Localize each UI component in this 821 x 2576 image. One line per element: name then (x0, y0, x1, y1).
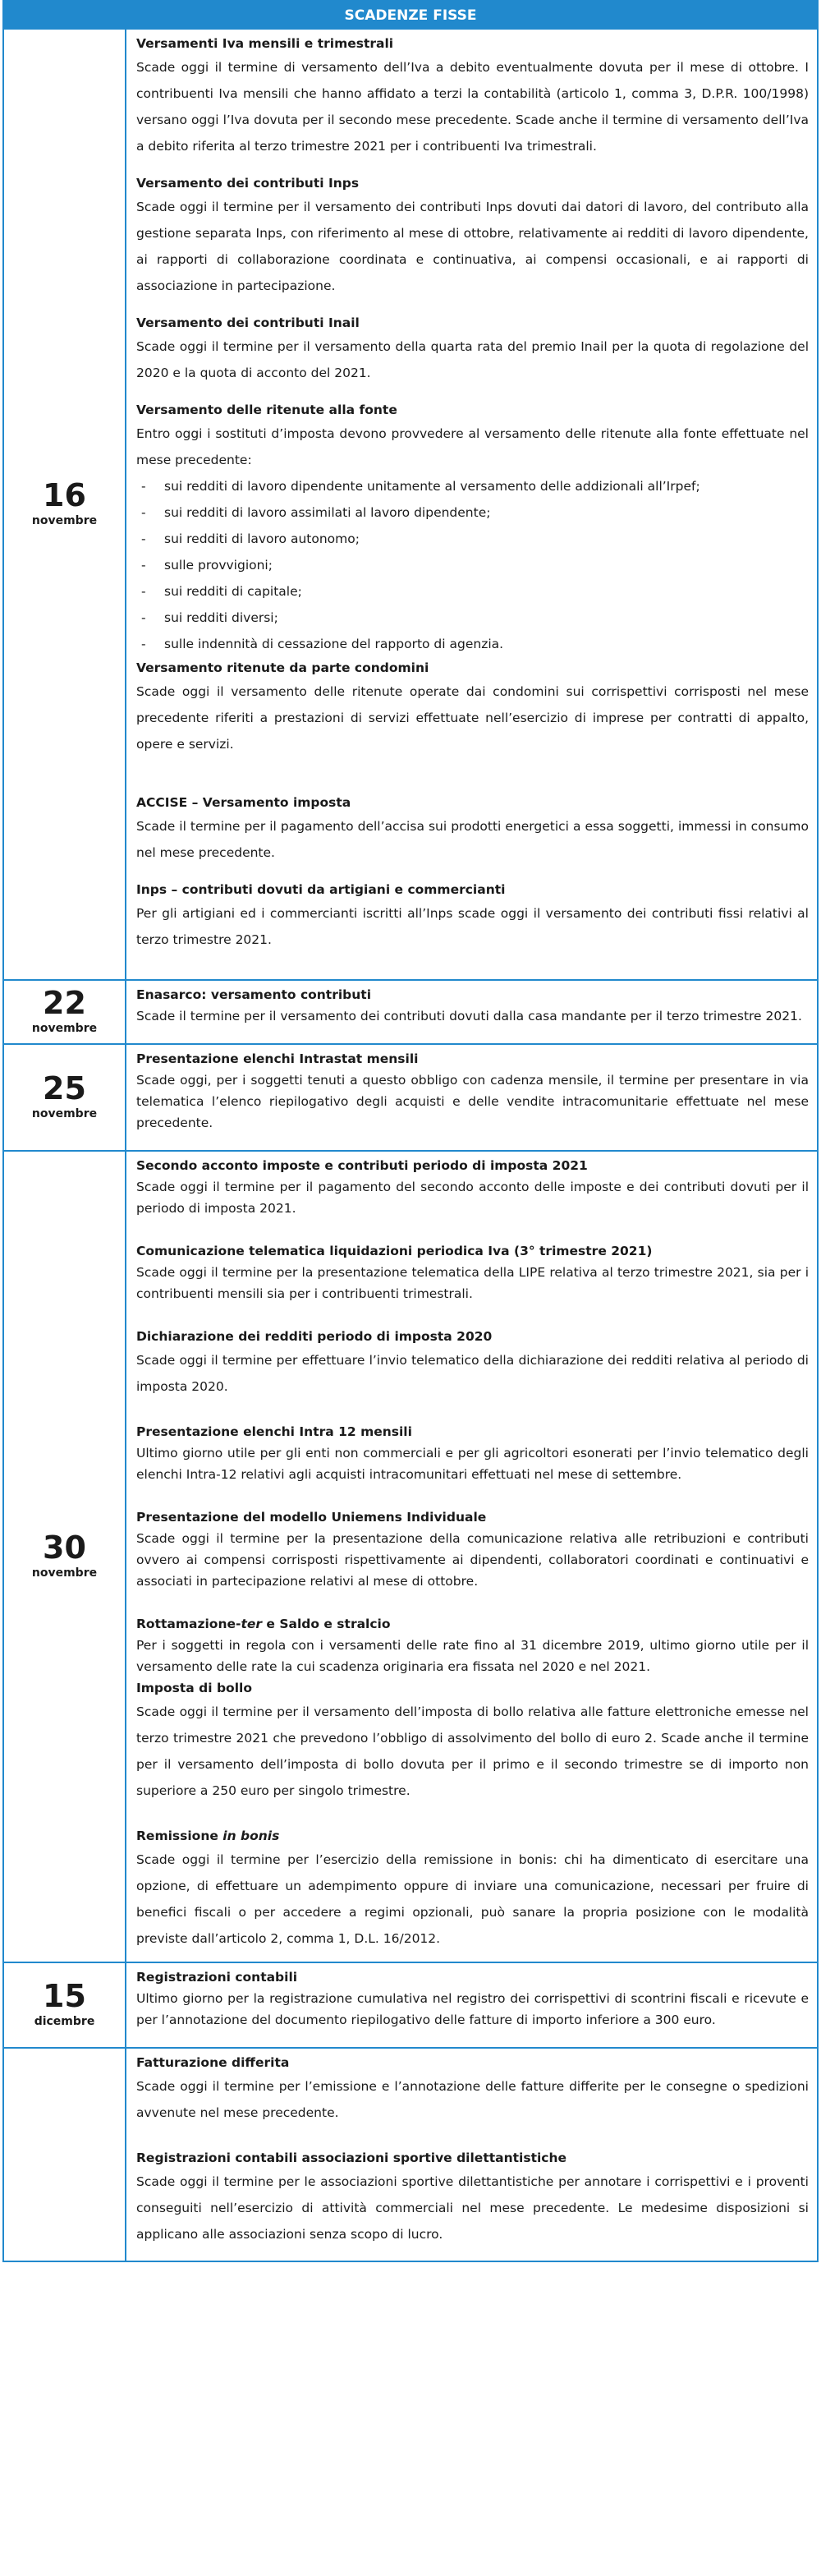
item-title: Comunicazione telematica liquidazioni periodica Iva (3° trimestre 2021) (136, 1244, 653, 1258)
table-row (3, 2048, 818, 2261)
item-body: Scade oggi il termine per il versamento della quarta rata del premio Inail per la quota di regolazione del 2020 e la quota di acconto del 2021. (136, 339, 809, 380)
item-title-prefix: Rottamazione- (136, 1617, 241, 1631)
item-title: Dichiarazione dei redditi periodo di imposta 2020 (136, 1329, 493, 1344)
date-month: novembre (31, 1566, 98, 1580)
item-title (136, 1613, 809, 1635)
list-item: - sui redditi di lavoro autonomo; (136, 526, 809, 552)
item-title-suffix: e Saldo e stralcio (262, 1617, 391, 1631)
date-month: dicembre (34, 2015, 95, 2029)
item-title: ACCISE – Versamento imposta (136, 795, 351, 810)
item-body: Scade oggi il termine di versamento dell’Iva a debito eventualmente dovuta per il mese di ottobre. I contribuenti Iva mensili che hanno affidato a terzi la contabilità (articolo 1, comma 3, D.P.R. 100/1998) versano oggi l’Iva dovuta per il secondo mese precedente. Scade anche il termine di versamento dell’Iva a debito riferita al terzo trimestre 2021 per i contribuenti Iva trimestrali. (136, 60, 809, 154)
item-title: Versamento delle ritenute alla fonte (136, 402, 397, 417)
item-title: Versamenti Iva mensili e trimestrali (136, 36, 394, 51)
table-row (3, 1151, 818, 1962)
item-body: Ultimo giorno utile per gli enti non commerciali e per gli agricoltori esonerati per l’invio telematico degli elenchi Intra-12 relativi agli acquisti intracomunitari effettuati nel mese di settembre. (136, 1446, 809, 1482)
item-title-em: in bonis (222, 1828, 280, 1843)
deadline-items (126, 1044, 818, 1151)
date-month: novembre (31, 514, 98, 528)
list-item: - sulle indennità di cessazione del rapporto di agenzia. (136, 631, 809, 657)
date-day: 25 (43, 1070, 86, 1107)
table-row (3, 980, 818, 1044)
date-day: 22 (43, 985, 86, 1022)
item-body: Scade oggi il termine per le associazioni sportive dilettantistiche per annotare i corrispettivi e i proventi conseguiti nell’esercizio di attività commerciali nel mese precedente. Le medesime disposizioni si applicano alle associazioni senza scopo di lucro. (136, 2174, 809, 2242)
date-cell (3, 2048, 126, 2261)
table-row (3, 29, 818, 980)
list-item: - sulle provvigioni; (136, 552, 809, 578)
item-body: Ultimo giorno per la registrazione cumulativa nel registro dei corrispettivi di scontrini fiscali e ricevute e per l’annotazione del documento riepilogativo delle fatture di importo inferiore a 300 euro. (136, 1991, 809, 2027)
item-body: Scade il termine per il versamento dei contributi dovuti dalla casa mandante per il terzo trimestre 2021. (136, 1009, 802, 1024)
item-title: Secondo acconto imposte e contributi periodo di imposta 2021 (136, 1158, 588, 1173)
deadline-items (126, 1962, 818, 2048)
item-title: Presentazione del modello Uniemens Individuale (136, 1510, 487, 1525)
item-body: Entro oggi i sostituti d’imposta devono provvedere al versamento delle ritenute alla fonte effettuate nel mese precedente: (136, 426, 809, 467)
item-body: Per i soggetti in regola con i versamenti delle rate fino al 31 dicembre 2019, ultimo giorno utile per il versamento delle rate la cui scadenza originaria era fissata nel 2020 e nel 2021. (136, 1638, 809, 1674)
item-body: Scade oggi il termine per l’esercizio della remissione in bonis: chi ha dimenticato di esercitare una opzione, di effettuare un adempimento oppure di inviare una comunicazione, necessari per fruire di benefici fiscali o per accedere a regimi opzionali, può sanare la propria posizione con le modalità previste dall’articolo 2, comma 1, D.L. 16/2012. (136, 1852, 809, 1946)
date-cell (3, 29, 126, 980)
item-body: Scade oggi il versamento delle ritenute operate dai condomini sui corrispettivi corrisposti nel mese precedente riferiti a prestazioni di servizi effettuate nell’esercizio di imprese per contratti di appalto, opere e servizi. (136, 684, 809, 752)
date-month: novembre (31, 1107, 98, 1121)
item-title: Registrazioni contabili (136, 1970, 298, 1985)
list-item: - sui redditi di lavoro dipendente unitamente al versamento delle addizionali all’Irpef; (136, 473, 809, 499)
date-cell (3, 1044, 126, 1151)
list-item: - sui redditi di capitale; (136, 578, 809, 605)
item-title: Presentazione elenchi Intra 12 mensili (136, 1424, 412, 1439)
item-body: Per gli artigiani ed i commercianti iscritti all’Inps scade oggi il versamento dei contributi fissi relativi al terzo trimestre 2021. (136, 906, 809, 947)
deadlines-table (2, 28, 819, 2262)
item-body: Scade oggi il termine per la presentazione della comunicazione relativa alle retribuzioni e contributi ovvero ai compensi corrisposti rispettivamente ai dipendenti, collaboratori coordinati e continuativi e associati in partecipazione relativi al mese di ottobre. (136, 1531, 809, 1589)
item-title: Imposta di bollo (136, 1681, 252, 1695)
item-title-em: ter (241, 1617, 263, 1631)
date-cell (3, 980, 126, 1044)
item-body: Scade oggi, per i soggetti tenuti a questo obbligo con cadenza mensile, il termine per presentare in via telematica l’elenco riepilogativo degli acquisti e delle vendite intracomunitarie effettuate nel mese precedente. (136, 1073, 809, 1130)
date-day: 15 (43, 1978, 86, 2015)
item-title: Versamento ritenute da parte condomini (136, 660, 429, 675)
list-item: - sui redditi diversi; (136, 605, 809, 631)
item-title: Fatturazione differita (136, 2055, 290, 2070)
item-body: Scade oggi il termine per effettuare l’invio telematico della dichiarazione dei redditi relativa al periodo di imposta 2020. (136, 1353, 809, 1394)
item-title: Registrazioni contabili associazioni sportive dilettantistiche (136, 2150, 567, 2165)
table-row (3, 1044, 818, 1151)
list-item: - sui redditi di lavoro assimilati al lavoro dipendente; (136, 499, 809, 526)
deadline-items (126, 1151, 818, 1962)
item-title-prefix: Remissione (136, 1828, 223, 1843)
withholding-list (136, 473, 809, 657)
item-title (136, 1825, 809, 1847)
deadline-items (126, 980, 818, 1044)
date-cell (3, 1151, 126, 1962)
item-body: Scade oggi il termine per il pagamento del secondo acconto delle imposte e dei contributi dovuti per il periodo di imposta 2021. (136, 1180, 809, 1216)
item-body: Scade oggi il termine per il versamento dell’imposta di bollo relativa alle fatture elettroniche emesse nel terzo trimestre 2021 che prevedono l’obbligo di assolvimento del bollo di euro 2. Scade anche il termine per il versamento dell’imposta di bollo dovuta per il primo e il secondo trimestre se di importo non superiore a 250 euro per singolo trimestre. (136, 1704, 809, 1798)
deadline-items (126, 2048, 818, 2261)
date-month: novembre (31, 1022, 98, 1036)
item-body: Scade il termine per il pagamento dell’accisa sui prodotti energetici a essa soggetti, immessi in consumo nel mese precedente. (136, 819, 809, 860)
deadline-items (126, 29, 818, 980)
item-body: Scade oggi il termine per il versamento dei contributi Inps dovuti dai datori di lavoro, del contributo alla gestione separata Inps, con riferimento al mese di ottobre, relativamente ai redditi di lavoro dipendente, ai rapporti di collaborazione coordinata e continuativa, ai compensi occasionali, e ai rapporti di associazione in partecipazione. (136, 200, 809, 293)
item-title: Inps – contributi dovuti da artigiani e commercianti (136, 882, 506, 897)
date-day: 30 (43, 1530, 86, 1566)
item-body: Scade oggi il termine per la presentazione telematica della LIPE relativa al terzo trimestre 2021, sia per i contribuenti mensili sia per i contribuenti trimestrali. (136, 1265, 809, 1301)
item-title: Presentazione elenchi Intrastat mensili (136, 1051, 419, 1066)
item-body: Scade oggi il termine per l’emissione e l’annotazione delle fatture differite per le consegne o spedizioni avvenute nel mese precedente. (136, 2079, 809, 2120)
table-header (2, 0, 819, 28)
table-row (3, 1962, 818, 2048)
item-title: Versamento dei contributi Inps (136, 176, 360, 191)
item-title: Enasarco: versamento contributi (136, 987, 372, 1002)
date-cell (3, 1962, 126, 2048)
deadlines-document (2, 0, 819, 2262)
date-day: 16 (43, 477, 86, 514)
item-title: Versamento dei contributi Inail (136, 315, 360, 330)
header-title: SCADENZE FISSE (344, 7, 477, 24)
